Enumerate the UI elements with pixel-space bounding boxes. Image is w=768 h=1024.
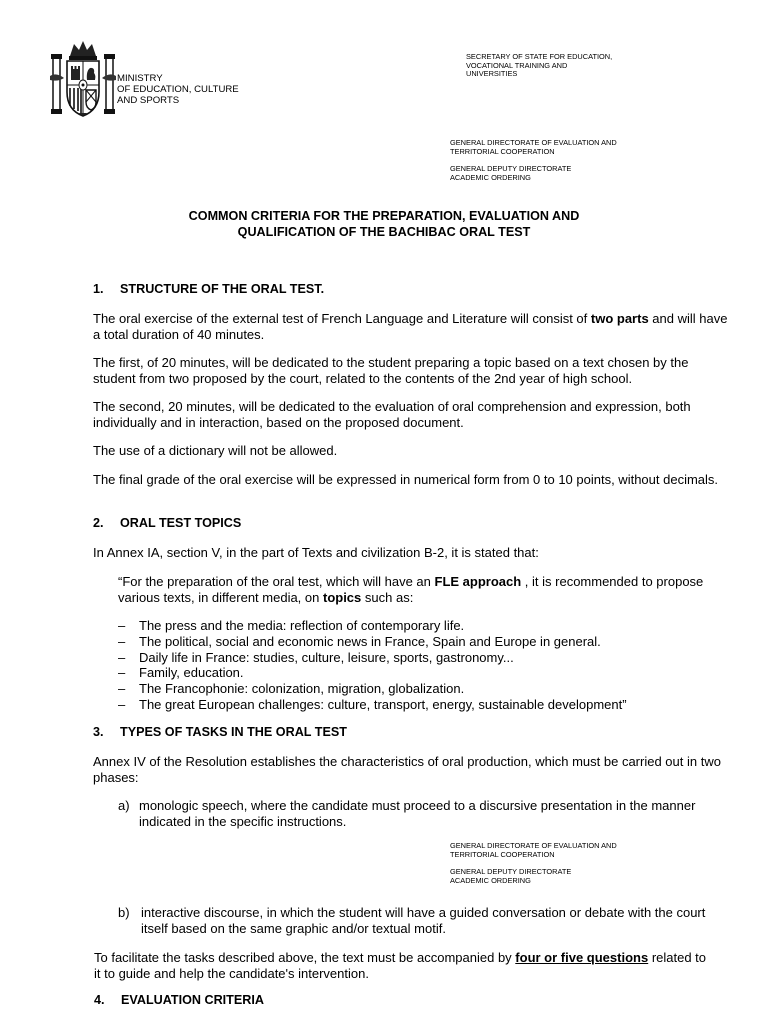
section-2-intro: In Annex IA, section V, in the part of Texts and civilization B-2, it is stated that: bbox=[93, 545, 539, 560]
list-item: – Family, education. bbox=[118, 665, 244, 681]
section-3-intro: Annex IV of the Resolution establishes the characteristics of oral production, which must be carried out in two phases: bbox=[93, 754, 721, 785]
task-a: a) monologic speech, where the candidate must proceed to a discursive presentation in the manner indicated in the specific instructions. bbox=[118, 798, 696, 829]
list-item: – The political, social and economic news in France, Spain and Europe in general. bbox=[118, 633, 601, 649]
document-title: COMMON CRITERIA FOR THE PREPARATION, EVALUATION AND QUALIFICATION OF THE BACHIBAC ORAL TEST bbox=[188, 209, 580, 239]
directorate-block: GENERAL DIRECTORATE OF EVALUATION AND TERRITORIAL COOPERATION bbox=[450, 138, 617, 156]
section-2-heading: 2. ORAL TEST TOPICS bbox=[93, 516, 242, 530]
section-4-heading: 4. EVALUATION CRITERIA bbox=[94, 993, 264, 1007]
section-3-closing: To facilitate the tasks described above, the text must be accompanied by four or five questions related to it to guide and help the candidate's intervention. bbox=[94, 950, 707, 981]
section-1-paragraph-5: The final grade of the oral exercise will be expressed in numerical form from 0 to 10 points, without decimals. bbox=[93, 472, 719, 487]
directorate-block-repeat: GENERAL DIRECTORATE OF EVALUATION AND TERRITORIAL COOPERATION bbox=[450, 841, 617, 859]
ministry-name: MINISTRY OF EDUCATION, CULTURE AND SPORTS bbox=[117, 73, 239, 106]
list-item: – The press and the media: reflection of contemporary life. bbox=[118, 618, 465, 633]
secretary-block: SECRETARY OF STATE FOR EDUCATION, VOCATIONAL TRAINING AND UNIVERSITIES bbox=[466, 52, 613, 79]
deputy-directorate-block: GENERAL DEPUTY DIRECTORATE ACADEMIC ORDERING bbox=[450, 164, 572, 182]
topics-list bbox=[118, 618, 627, 713]
section-1-paragraph-1: The oral exercise of the external test of French Language and Literature will consist of two parts and will have a total duration of 40 minutes. bbox=[93, 311, 728, 342]
list-item: – Daily life in France: studies, culture, leisure, sports, gastronomy... bbox=[118, 649, 514, 665]
section-1-paragraph-3: The second, 20 minutes, will be dedicated to the evaluation of oral comprehension and expression, both individually and in interaction, based on the proposed document. bbox=[93, 399, 691, 430]
deputy-directorate-block-repeat: GENERAL DEPUTY DIRECTORATE ACADEMIC ORDERING bbox=[450, 867, 572, 885]
list-item: – The great European challenges: culture, transport, energy, sustainable development” bbox=[118, 696, 627, 712]
list-item: – The Francophonie: colonization, migration, globalization. bbox=[118, 681, 465, 697]
section-2-quote: “For the preparation of the oral test, which will have an FLE approach , it is recommended to propose various texts, in different media, on topics such as: bbox=[118, 574, 704, 605]
coat-of-arms-icon bbox=[50, 38, 116, 122]
section-3-heading: 3. TYPES OF TASKS IN THE ORAL TEST bbox=[93, 725, 347, 739]
task-b: b) interactive discourse, in which the student will have a guided conversation or debate with the court itself based on the same graphic and/or textual motif. bbox=[118, 905, 706, 936]
section-1-heading: 1. STRUCTURE OF THE ORAL TEST. bbox=[93, 282, 325, 296]
section-1-paragraph-2: The first, of 20 minutes, will be dedicated to the student preparing a topic based on a text chosen by the student from two proposed by the court, related to the contents of the 2nd year of high school. bbox=[93, 355, 689, 386]
section-1-paragraph-4: The use of a dictionary will not be allowed. bbox=[93, 443, 338, 458]
